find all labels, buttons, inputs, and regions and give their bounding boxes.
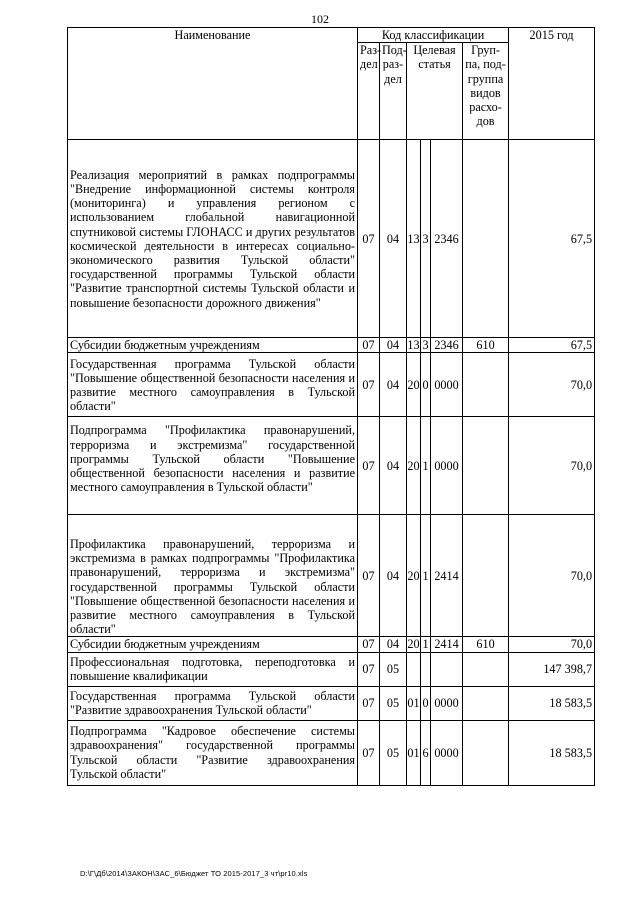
row-group xyxy=(463,140,509,338)
row-razdel: 07 xyxy=(358,652,380,686)
row-amount: 18 583,5 xyxy=(509,686,595,720)
row-amount: 70,0 xyxy=(509,417,595,515)
table-row xyxy=(68,140,595,338)
row-target-code: 2346 xyxy=(431,338,463,353)
row-podrazdel: 04 xyxy=(380,417,407,515)
row-target-subprogram xyxy=(421,652,431,686)
row-target-code: 0000 xyxy=(431,686,463,720)
table-row xyxy=(68,417,595,515)
row-group: 610 xyxy=(463,637,509,652)
row-razdel: 07 xyxy=(358,515,380,637)
row-target-subprogram: 3 xyxy=(422,338,429,353)
row-group xyxy=(463,686,509,720)
row-podrazdel: 04 xyxy=(380,515,407,637)
header-podrazdel: Под-раз-дел xyxy=(380,43,407,140)
row-amount: 70,0 xyxy=(509,515,595,637)
row-name: Государственная программа Тульской области "Повышение общественной безопасности населения и развитие местного самоуправления в Тульской области" xyxy=(68,353,358,417)
row-target-subprogram: 3 xyxy=(421,140,431,338)
row-name: Профессиональная подготовка, переподготовка и повышение квалификации xyxy=(68,652,358,686)
table-row xyxy=(68,652,595,686)
row-razdel: 07 xyxy=(358,720,380,785)
header-year: 2015 год xyxy=(509,28,595,140)
row-podrazdel: 04 xyxy=(380,637,407,652)
row-podrazdel: 04 xyxy=(380,338,407,353)
row-amount: 147 398,7 xyxy=(509,652,595,686)
row-target-code: 0000 xyxy=(431,720,463,785)
file-path-footer: D:\Г\Дб\2014\ЗАКОН\ЗАС_6\Бюджет ТО 2015-2017_3 чт\pr10.xls xyxy=(80,869,308,878)
row-group xyxy=(463,417,509,515)
table-row xyxy=(68,686,595,720)
table-row xyxy=(68,515,595,637)
header-name: Наименование xyxy=(68,28,358,140)
header-group: Груп-па, под-группа видов расхо-дов xyxy=(463,43,509,140)
row-target-program: 20 xyxy=(407,515,421,637)
row-razdel: 07 xyxy=(358,417,380,515)
row-target-subprogram: 1 xyxy=(421,417,431,515)
row-target-program: 01 xyxy=(407,720,421,785)
header-razdel: Раз-дел xyxy=(358,43,380,140)
row-target-subprogram: 6 xyxy=(421,720,431,785)
row-name: Подпрограмма "Кадровое обеспечение системы здравоохранения" государственной программы Тульской области "Развитие здравоохранения Тульской области" xyxy=(68,720,358,785)
header-classification: Код классификации xyxy=(358,28,509,43)
row-target-code: 0000 xyxy=(431,353,463,417)
row-podrazdel: 05 xyxy=(380,720,407,785)
row-name: Подпрограмма "Профилактика правонарушений, терроризма и экстремизма" государственной программы Тульской области "Повышение общественной безопасности населения и развитие местного самоуправления в Тульской области" xyxy=(68,417,358,515)
row-group xyxy=(463,353,509,417)
budget-table xyxy=(67,27,595,786)
row-target-program: 01 xyxy=(407,686,421,720)
row-name: Государственная программа Тульской области "Развитие здравоохранения Тульской области" xyxy=(68,686,358,720)
row-target-code: 2414 xyxy=(431,637,463,652)
row-target-subprogram: 1 xyxy=(421,515,431,637)
row-group: 610 xyxy=(463,338,509,353)
row-razdel: 07 xyxy=(358,353,380,417)
row-name: Профилактика правонарушений, терроризма и экстремизма в рамках подпрограммы "Профилактика правонарушений, терроризма и экстремизма" государственной программы Тульской области "Повышение общественной безопасности населения и развитие местного самоуправления в Тульской области" xyxy=(68,515,358,637)
table-row xyxy=(68,353,595,417)
row-target-program xyxy=(407,652,421,686)
row-target-subprogram: 1 xyxy=(422,637,429,652)
row-amount: 70,0 xyxy=(509,637,595,652)
row-name: Субсидии бюджетным учреждениям xyxy=(68,637,358,652)
row-razdel: 07 xyxy=(358,338,380,353)
row-amount: 18 583,5 xyxy=(509,720,595,785)
row-podrazdel: 05 xyxy=(380,652,407,686)
row-group xyxy=(463,515,509,637)
row-target-subprogram: 0 xyxy=(421,353,431,417)
row-podrazdel: 04 xyxy=(380,353,407,417)
table-row xyxy=(68,637,595,652)
row-amount: 70,0 xyxy=(509,353,595,417)
row-razdel: 07 xyxy=(358,686,380,720)
row-target-program: 13 xyxy=(407,338,420,353)
table-row xyxy=(68,338,595,353)
row-name: Субсидии бюджетным учреждениям xyxy=(68,338,358,353)
row-target-code: 2414 xyxy=(431,515,463,637)
row-podrazdel: 05 xyxy=(380,686,407,720)
row-podrazdel: 04 xyxy=(380,140,407,338)
row-target-code: 0000 xyxy=(431,417,463,515)
header-target: Целевая статья xyxy=(407,43,463,140)
row-razdel: 07 xyxy=(358,637,380,652)
row-target-subprogram: 0 xyxy=(421,686,431,720)
row-target-code: 2346 xyxy=(431,140,463,338)
table-row xyxy=(68,720,595,785)
row-target-program: 20 xyxy=(407,417,421,515)
row-target-program: 20 xyxy=(407,637,420,652)
row-name: Реализация мероприятий в рамках подпрограммы "Внедрение информационной системы контроля (мониторинга) и управления регионом с использованием глобальной навигационной спутниковой системы ГЛОНАСС и других результатов космической деятельности в интересах социально-экономического развития Тульской области" государственной программы Тульской области "Развитие транспортной системы Тульской области и повышение безопасности дорожного движения" xyxy=(68,140,358,338)
row-target-program: 20 xyxy=(407,353,421,417)
row-group xyxy=(463,652,509,686)
row-group xyxy=(463,720,509,785)
page-number: 102 xyxy=(311,12,329,26)
row-target-program: 13 xyxy=(407,140,421,338)
row-amount: 67,5 xyxy=(509,338,595,353)
row-target-code xyxy=(431,652,463,686)
row-razdel: 07 xyxy=(358,140,380,338)
row-amount: 67,5 xyxy=(509,140,595,338)
